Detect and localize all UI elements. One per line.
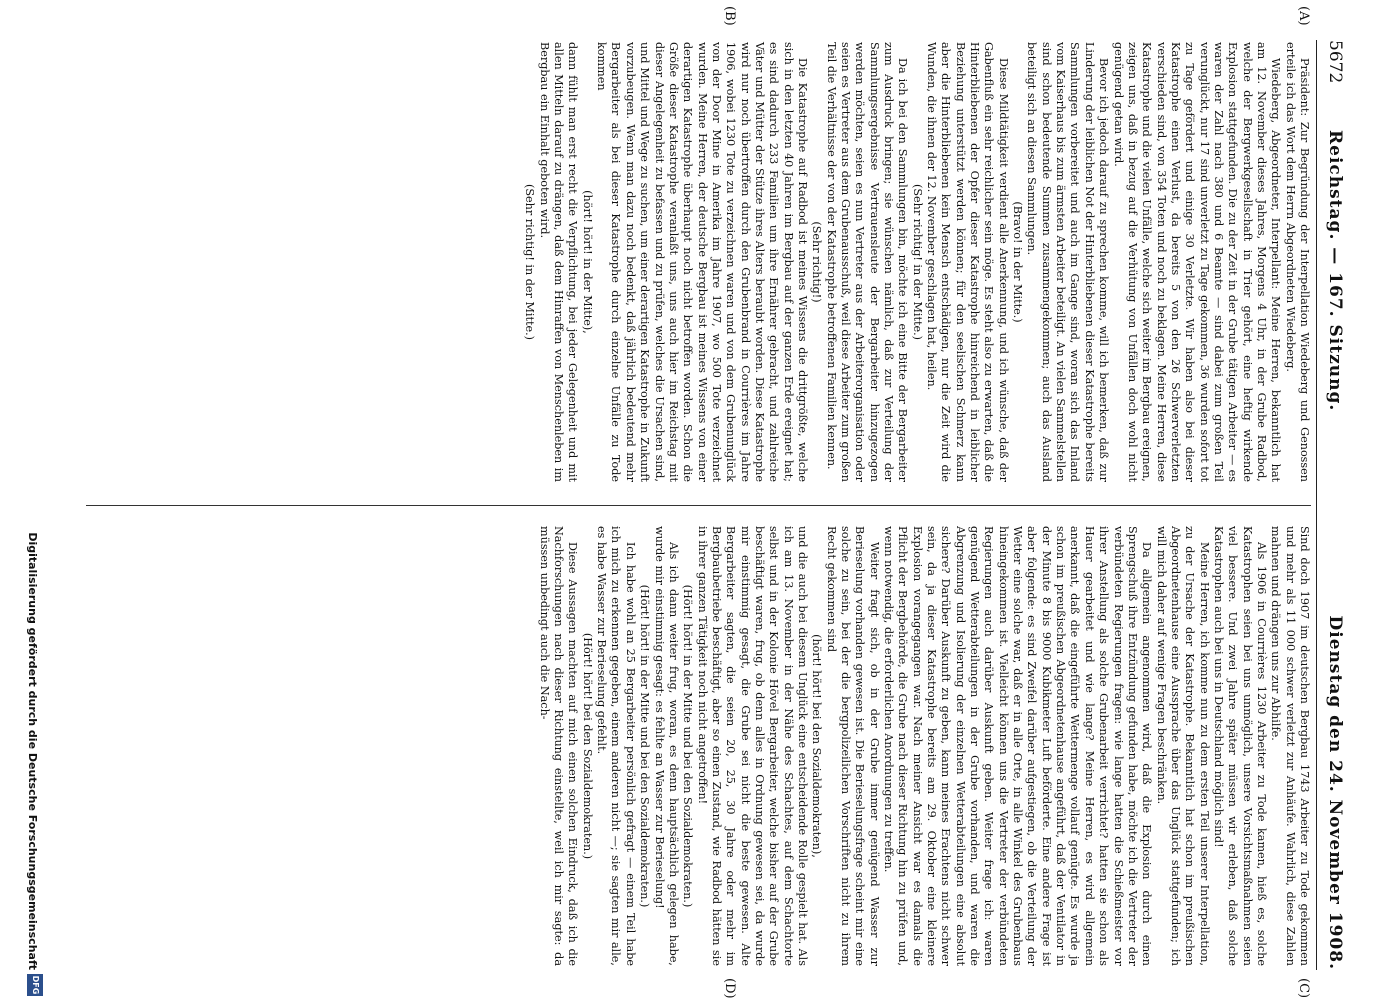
margin-marker-d: (D) [722, 978, 737, 999]
interjection: (hört! hört! in der Mitte), [580, 190, 594, 334]
page-title: Reichstag. — 167. Sitzung. [1325, 130, 1345, 412]
paragraph: Meine Herren, ich komme nun zu dem ersten Teil unserer Interpellation, zu der Ursache der Katastrophe. Bekanntlich hat schon im preußischen Abgeordnetenhause eine Aussprache über das Unglück stattgefunden; ich will mich daher auf wenige Fragen beschränken. [1154, 526, 1211, 966]
paragraph: Da allgemein angenommen wird, daß die Explosion durch einen Sprengschuß ihre Entzündung gefunden habe, möchte ich die Vertreter der verbündeten Regierungen fragen: wie lange hatten die Schießmeister vor ihrer Anstellung als solche Grubenarbeit verrichtet? hatten sie schon als Hauer gearbeitet und wie lange? Meine Herren, es wird allgemein anerkannt, daß die eingeführte Wettermenge vollauf genügte. Es wurde ja schon im preußischen Abgeordnetenhause angeführt, daß der Ventilator in der Minute 8 bis 9000 Kubikmeter Luft beförderte. Eine andere Frage ist aber folgende: es sind Zweifel darüber aufgestiegen, ob die Verteilung der Wetter eine solche war, daß er in alle Orte, in alle Winkel des Grubenbaus hineingekommen ist. Vielleicht können uns die Vertreter der verbündeten Regierungen auch darüber Auskunft geben. Weiter frage ich: waren genügend Wetterabteilungen in der Grube vorhanden, und waren die Abgrenzung und Isolierung der einzelnen Wetterabteilungen eine absolut sichere? Darüber Auskunft zu geben, kann meines Erachtens nicht schwer sein, da ja dieser Katastrophe bereits am 29. Oktober eine kleinere Explosion vorangegangen war. Nach meiner Ansicht war es damals die Pflicht der Bergbehörde, die Grube nach dieser Richtung hin zu prüfen und, wenn notwendig, die erforderlichen Anordnungen zu treffen. [882, 526, 1154, 966]
header-rule [1316, 40, 1317, 970]
paragraph: dann fühlt man erst recht die Verpflichtung, bei jeder Gelegenheit und mit allen Mitteln darauf zu drängen, daß dem Hinraffen von Menschenleben im Bergbau ein Einhalt geboten wird. [537, 42, 580, 482]
paragraph: Weiter fragt sich, ob in der Grube immer genügend Wasser zur Berieselung vorhanden gewesen ist. Die Berieselungsfrage scheint mir eine solche zu sein, bei der die bergpolizeilichen Vorschriften nicht zu ihrem Recht gekommen sind [824, 526, 881, 966]
interjection: (Sehr richtig! in der Mitte.) [523, 183, 537, 341]
interjection: (hört! hört! bei den Sozialdemokraten), [810, 634, 824, 858]
interjection: (Sehr richtig!) [810, 221, 824, 303]
paragraph: Bevor ich jedoch darauf zu sprechen komme, will ich bemerken, daß zur Linderung der leiblichen Not der Hinterbliebenen dieser Katastrophe bereits Sammlungen vorbereitet und auch im Gange sind, woran sich das Inland vom Kaiserhaus bis zum ärmsten Arbeiter beteiligt. An vielen Sammelstellen sind schon bedeutende Summen zusammengekommen; auch das Ausland beteiligt sich an diesen Sammlungen. [1025, 42, 1111, 482]
interjection: (Bravo! in der Mitte.) [1011, 201, 1025, 323]
paragraph: Präsident: Zur Begründung der Interpellation Wiedeberg und Genossen erteile ich das Wort dem Herrn Abgeordneten Wiedeberg. [1283, 42, 1311, 482]
paragraph: Ich habe wohl an 25 Bergarbeiter persönlich gefragt — einem Teil habe ich mich zu erkennen gegeben, einem anderen nicht —; sie sagten mir alle, es habe Wasser zur Berieselung gefehlt. [595, 526, 637, 966]
digitization-credit: Digitalisierung gefördert durch die Deutsche Forschungsgemeinschaft [26, 532, 39, 970]
paragraph: Die Katastrophe auf Radbod ist meines Wissens die drittgrößte, welche sich in den letzten 40 Jahren im Bergbau auf der ganzen Erde ereignet hat; es sind dadurch 233 Familien um ihre Ernährer gebracht, und zahlreiche Väter und Mütter der Stütze ihres Alters beraubt worden. Diese Katastrophe wird nur noch übertroffen durch den Grubenbrand in Courrières im Jahre 1906, wobei 1230 Tote zu verzeichnen waren und von dem Grubenunglück von der Door Mine in Amerika im Jahre 1907, wo 500 Tote verzeichnet wurden. Meine Herren, der deutsche Bergbau ist meines Wissens von einer derartigen Katastrophe überhaupt noch nicht betroffen worden. Schon die Größe dieser Katastrophe veranlaßt uns, uns auch hier im Reichstag mit dieser Angelegenheit zu befassen und zu prüfen, welches die Ursachen sind, und Mittel und Wege zu suchen, um einer derartigen Katastrophe in Zukunft vorzubeugen. Wenn man dazu noch bedenkt, daß jährlich bedeutend mehr Bergarbeiter als bei dieser Katastrophe durch einzelne Unfälle zu Tode kommen [595, 42, 809, 482]
paragraph: Wiedeberg, Abgeordneter, Interpellant: Meine Herren, bekanntlich hat am 12. November dieses Jahres, Morgens 4 Uhr, in der Grube Radbod, welche der Bergwerkgesellschaft in Trier gehört, eine heftig wirkende Explosion stattgefunden. Die zu der Zeit in der Grube tätigen Arbeiter — es waren der Zahl nach 380 und 6 Beamte — sind dabei zum großen Teil verunglückt, nur 17 sind unverletzt zu Tage gekommen, 36 wurden sofort tot zu Tage gefördert und einige 30 Verletzte. Wir haben also bei dieser Katastrophe einen Verlust, da bereits 5 von den 26 Schwerverletzten verschieden sind, von 354 Toten und noch zu beklagen. Meine Herren, diese Katastrophe und die vielen Unfälle, welche sich weiter im Bergbau ereignen, zeigen uns, daß in bezug auf die Verhütung von Unfällen doch wohl nicht genügend getan wird. [1111, 42, 1283, 482]
paragraph: Diese Mildtätigkeit verdient alle Anerkennung, und ich wünsche, daß der Gabenfluß ein sehr reichlicher sein möge. Es steht also zu erwarten, daß die Hinterbliebenen der Opfer dieser Katastrophe hinreichend in leiblicher Beziehung unterstützt werden können; für den seelischen Schmerz kann aber die Hinterbliebenen kein Mensch entschädigen, nur die Zeit wird die Wunden, die ihnen der 12. November geschlagen hat, heilen. [925, 42, 1010, 482]
page-date: Dienstag den 24. November 1908. [1325, 615, 1345, 970]
left-text-column [522, 42, 1311, 482]
margin-marker-c: (C) [1296, 978, 1311, 999]
paragraph: Als 1906 in Courrières 1230 Arbeiter zu Tode kamen, hieß es, solche Katastrophen seien bei uns unmöglich, unsere Vorsichtsmaßnahmen seien viel bessere. Und zwei Jahre später müssen wir erleben, daß solche Katastrophen auch bei uns in Deutschland möglich sind! [1211, 526, 1268, 966]
interjection: (Hört! hört! in der Mitte und bei den Sozialdemokraten.) [681, 584, 695, 908]
interjection: (Hört! hört! in der Mitte und bei den Sozialdemokraten.) [638, 584, 652, 908]
paragraph: und die auch bei diesem Unglück eine entscheidende Rolle gespielt hat. Als ich am 13. November in der Nähe des Schachtes, auf dem Schachtorte selbst und in der Kolonie Hövel Bergarbeiter, welche bisher auf der Grube beschäftigt waren, frug, ob denn alles in Ordnung gewesen sei, da wurde mir einstimmig gesagt, die Grube sei nicht die beste gewesen. Alte Bergarbeiter sagten, die seien 20, 25, 30 Jahre oder mehr im Bergbaubetriebe beschäftigt, aber so einen Zustand, wie Radbod hätten sie in ihrer ganzen Tätigkeit noch nicht angetroffen! [695, 526, 809, 966]
dfg-logo: DFG [27, 974, 43, 996]
paragraph: Als ich dann weiter frug, woran, es denn hauptsächlich gelegen habe, wurde mir einstimmig gesagt: es fehlte an Wasser zur Berieselung! [652, 526, 680, 966]
page-footer [3, 0, 43, 1000]
paragraph: Sind doch 1907 im deutschen Bergbau 1743 Arbeiter zu Tode gekommen und mehr als 11 000 schwer verletzt zur Anhäufe. Wahrlich, diese Zahlen mahnen und drängen uns zur Abhilfe. [1269, 526, 1311, 966]
paragraph: Da ich bei den Sammlungen bin, möchte ich eine Bitte der Bergarbeiter zum Ausdruck bringen; sie wünschen nämlich, daß zur Verteilung der Sammlungsergebnisse Vertrauensleute der Bergarbeiter hinzugezogen werden möchten, seien es nun Vertreter aus der Arbeiterorganisation oder seien es Vertreter aus dem Grubenausschuß, weil diese Arbeiter zum großen Teil die Verhältnisse der von der Katastrophe betroffenen Familien kennen. [824, 42, 910, 482]
right-text-column [536, 526, 1311, 966]
paragraph: Diese Aussagen machten auf mich einen solchen Eindruck, daß ich die Nachforschungen nach dieser Richtung einstellte, weil ich mir sagte: da müssen unbedingt auch die Nach- [537, 526, 580, 966]
interjection: (Sehr richtig! in der Mitte.) [910, 183, 924, 341]
page-header [1315, 40, 1345, 970]
page-number: 5672 [1325, 40, 1345, 84]
interjection: (Hört! hört! bei den Sozialdemokraten.) [580, 632, 594, 860]
margin-marker-b: (B) [722, 6, 737, 26]
margin-marker-a: (A) [1296, 6, 1311, 26]
column-divider [86, 505, 1311, 506]
